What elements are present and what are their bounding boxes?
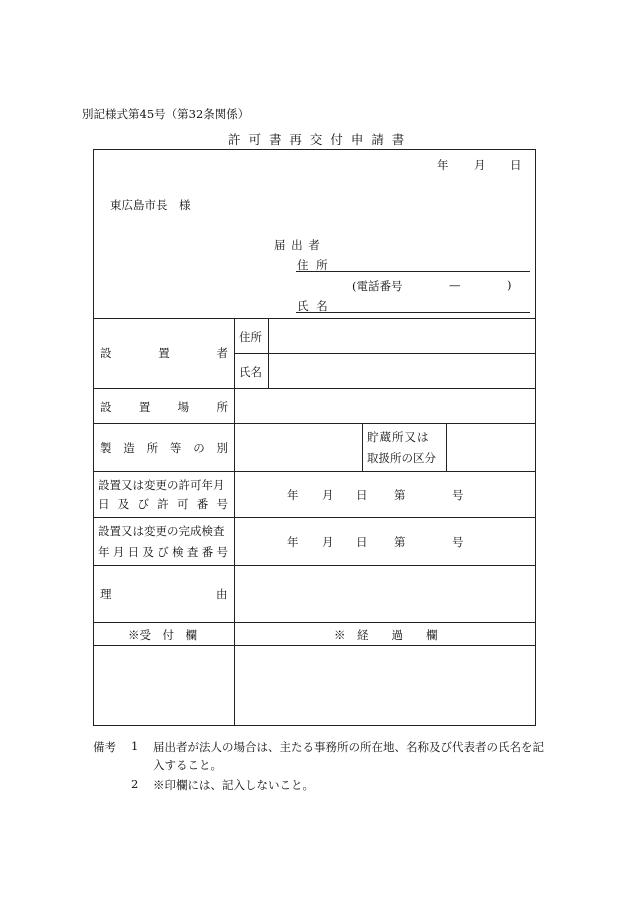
inspection-year: 年 (287, 535, 299, 549)
note-1-number: 1 (131, 739, 139, 753)
permit-month: 月 (322, 488, 334, 502)
notes-heading: 備考 (93, 740, 116, 754)
date-year: 年 (437, 158, 449, 172)
form-number: 別記様式第45号（第32条関係） (82, 107, 250, 121)
row-divider (93, 423, 536, 424)
column-divider (446, 423, 447, 471)
row-divider (93, 645, 536, 646)
note-2-number: 2 (131, 777, 139, 791)
reason-label-left: 理 (100, 587, 112, 601)
column-divider (268, 318, 269, 388)
inspection-month: 月 (322, 535, 334, 549)
column-divider (362, 423, 363, 471)
inspection-label-1: 設置又は変更の完成検査 (98, 524, 225, 538)
installer-name-label: 氏名 (239, 365, 262, 379)
form-title: 許 可 書 再 交 付 申 請 書 (228, 132, 407, 147)
note-1-text: 届出者が法人の場合は、主たる事務所の所在地、名称及び代表者の氏名を記 (153, 740, 544, 754)
phone-dash: — (449, 278, 461, 292)
row-divider (93, 622, 536, 623)
receipt-column-label: ※受 付 欄 (128, 628, 197, 642)
storage-category-label-1: 貯蔵所又は (367, 430, 430, 444)
inspection-go: 号 (452, 535, 464, 549)
installer-label: 設 置 者 (100, 346, 228, 360)
row-divider (93, 318, 536, 319)
inspection-label-2: 年 月 日 及 び 検 査 番 号 (98, 545, 228, 559)
row-divider (93, 388, 536, 389)
inspection-day: 日 (356, 535, 368, 549)
address-underline (296, 271, 530, 272)
phone-label: (電話番号 (352, 279, 403, 293)
permit-label-2: 日 及 び 許 可 番 号 (98, 497, 228, 511)
inspection-dai: 第 (394, 535, 406, 549)
facility-type-label: 製 造 所 等 の 別 (100, 441, 228, 455)
phone-close: ) (507, 278, 512, 292)
name-underline (296, 312, 530, 313)
row-divider (93, 565, 536, 566)
permit-day: 日 (356, 488, 368, 502)
applicant-address-label: 住 所 (297, 258, 330, 272)
applicant-label: 届 出 者 (274, 238, 321, 252)
addressee: 東広島市長 様 (110, 198, 191, 212)
permit-label-1: 設置又は変更の許可年月 (98, 478, 225, 492)
permit-go: 号 (452, 488, 464, 502)
row-divider (234, 353, 536, 354)
permit-dai: 第 (394, 488, 406, 502)
applicant-name-label: 氏 名 (297, 299, 330, 313)
note-1-text-continued: 入すること。 (153, 758, 222, 772)
date-month: 月 (474, 158, 486, 172)
column-divider (234, 318, 235, 726)
permit-year: 年 (287, 488, 299, 502)
progress-column-label: ※ 経 過 欄 (334, 628, 438, 642)
reason-label-right: 由 (216, 587, 228, 601)
date-day: 日 (510, 158, 522, 172)
location-label: 設 置 場 所 (100, 400, 228, 414)
note-2-text: ※印欄には、記入しないこと。 (153, 778, 314, 792)
storage-category-label-2: 取扱所の区分 (367, 451, 436, 465)
installer-address-label: 住所 (239, 330, 262, 344)
row-divider (93, 517, 536, 518)
row-divider (93, 471, 536, 472)
